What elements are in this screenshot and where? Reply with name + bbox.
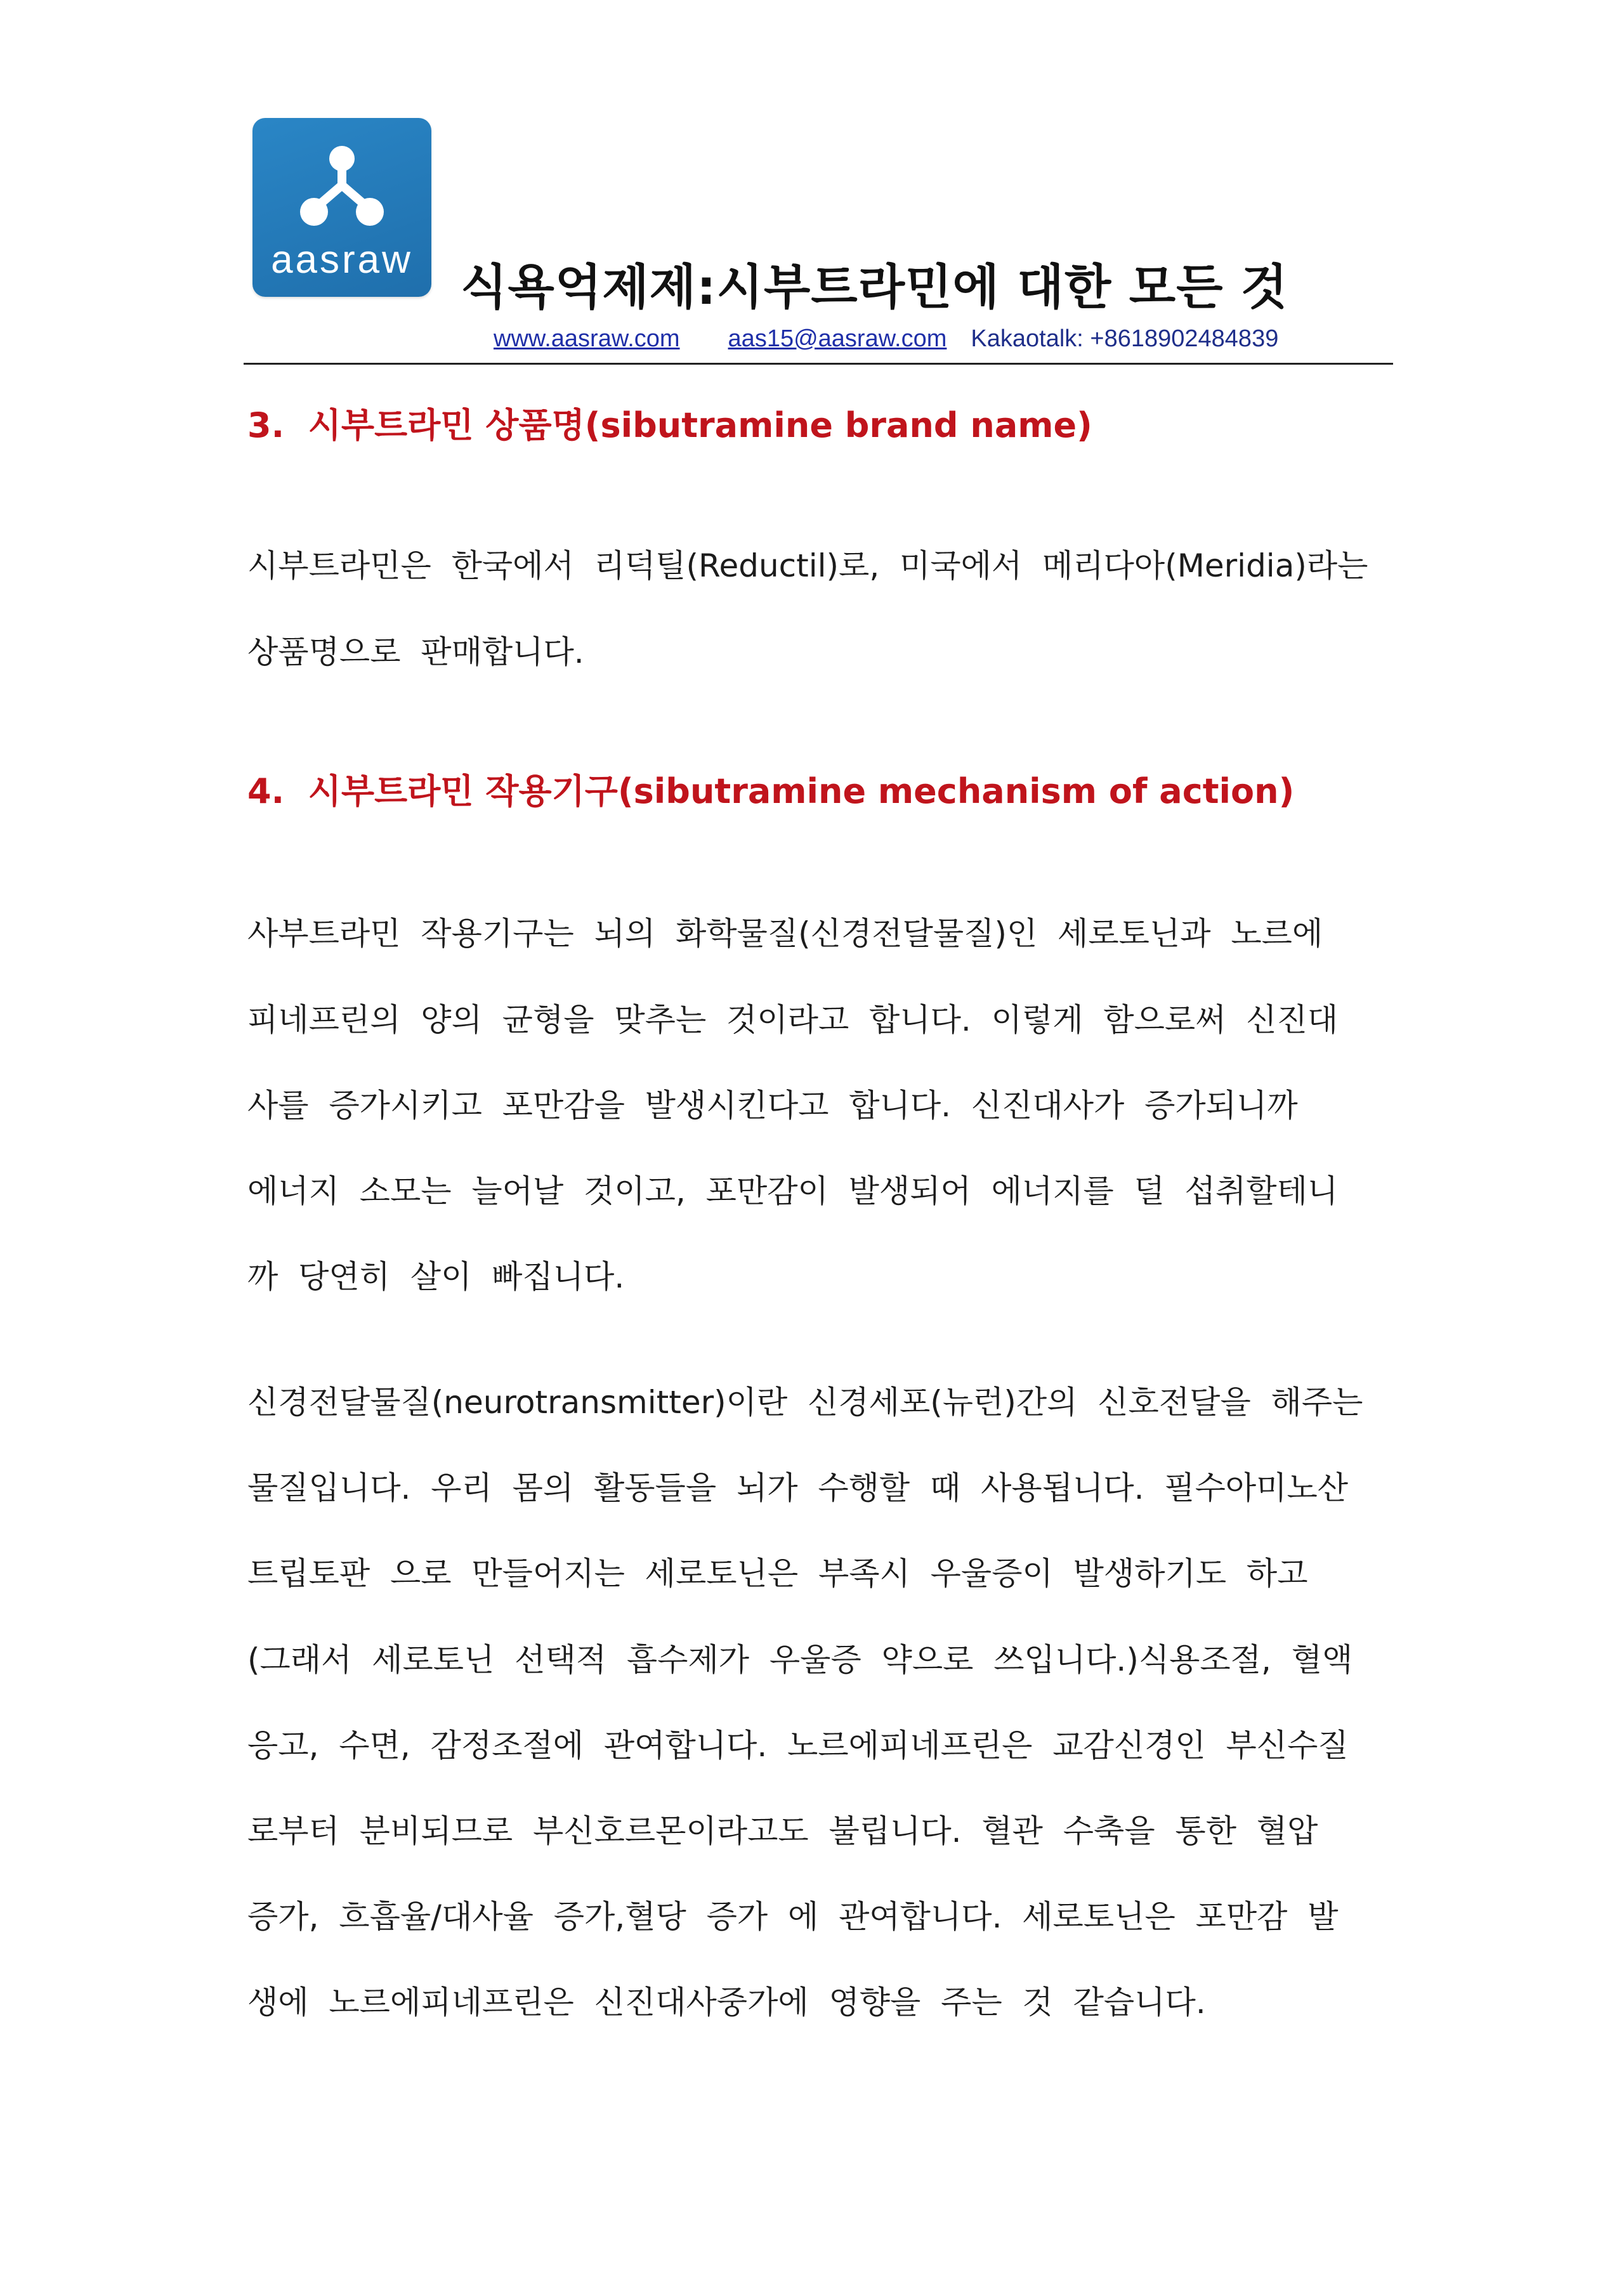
neurotransmitter-paragraph-line: 생에 노르에피네프린은 신진대사중가에 영향을 주는 것 같습니다. bbox=[247, 1984, 1206, 2021]
section-3-line: 시부트라민은 한국에서 리덕틸(Reductil)로, 미국에서 메리다아(Meridia)라는 bbox=[247, 547, 1368, 584]
website-link[interactable]: www.aasraw.com bbox=[494, 325, 680, 352]
section-3-heading: 3. 시부트라민 상품명(sibutramine brand name) bbox=[247, 405, 1092, 445]
contact-line bbox=[494, 325, 1278, 353]
kakaotalk-contact: Kakaotalk: +8618902484839 bbox=[971, 325, 1279, 352]
logo-wordmark: aasraw bbox=[271, 238, 413, 282]
neurotransmitter-paragraph-line: 응고, 수면, 감정조절에 관여합니다. 노르에피네프린은 교감신경인 부신수질 bbox=[247, 1727, 1349, 1764]
section-4-line: 사부트라민 작용기구는 뇌의 화학물질(신경전달물질)인 세로토닌과 노르에 bbox=[247, 915, 1323, 952]
section-3-line: 상품명으로 판매합니다. bbox=[247, 634, 584, 670]
neurotransmitter-paragraph-line: 로부터 분비되므로 부신호르몬이라고도 불립니다. 혈관 수축을 통한 혈압 bbox=[247, 1813, 1318, 1849]
section-4-line: 까 당연히 살이 빠집니다. bbox=[247, 1258, 625, 1295]
section-4-line: 피네프린의 양의 균형을 맞추는 것이라고 합니다. 이렇게 함으로써 신진대 bbox=[247, 1001, 1339, 1038]
neurotransmitter-paragraph-line: 신경전달물질(neurotransmitter)이란 신경세포(뉴런)간의 신호전달을 해주는 bbox=[247, 1384, 1363, 1421]
section-4-line: 사를 증가시키고 포만감을 발생시킨다고 합니다. 신진대사가 증가되니까 bbox=[247, 1087, 1298, 1124]
email-link[interactable]: aas15@aasraw.com bbox=[728, 325, 947, 352]
neurotransmitter-paragraph-line: (그래서 세로토닌 선택적 흡수제가 우울증 약으로 쓰입니다.)식용조절, 혈액 bbox=[247, 1641, 1353, 1678]
molecule-icon bbox=[300, 143, 384, 232]
section-4-heading: 4. 시부트라민 작용기구(sibutramine mechanism of action) bbox=[247, 771, 1295, 811]
aasraw-logo bbox=[252, 118, 431, 297]
neurotransmitter-paragraph-line: 증가, 흐흡율/대사율 증가,혈당 증가 에 관여합니다. 세로토닌은 포만감 발 bbox=[247, 1898, 1339, 1935]
neurotransmitter-paragraph-line: 물질입니다. 우리 몸의 활동들을 뇌가 수행할 때 사용됩니다. 필수아미노산 bbox=[247, 1470, 1349, 1506]
header-divider bbox=[244, 363, 1393, 365]
section-4-line: 에너지 소모는 늘어날 것이고, 포만감이 발생되어 에너지를 덜 섭취할테니 bbox=[247, 1173, 1339, 1210]
neurotransmitter-paragraph-line: 트립토판 으로 만들어지는 세로토닌은 부족시 우울증이 발생하기도 하고 bbox=[247, 1555, 1308, 1592]
document-title: 식욕억제제:시부트라민에 대한 모든 것 bbox=[461, 259, 1288, 315]
